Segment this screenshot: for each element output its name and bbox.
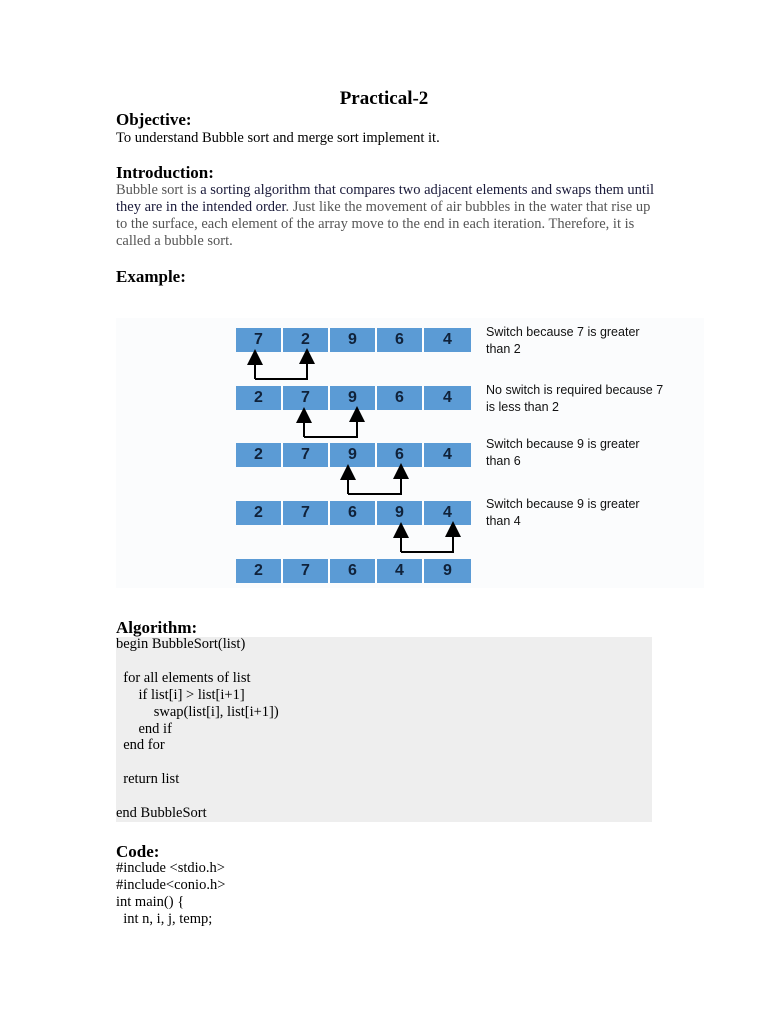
algorithm-line: return list: [116, 771, 180, 787]
code-line: #include<conio.h>: [116, 877, 226, 893]
array-cell: 2: [236, 559, 283, 583]
step-note-2: No switch is required because 7 is less than 2: [486, 383, 664, 414]
code-heading: Code:: [116, 842, 160, 861]
array-cell: 7: [283, 559, 330, 583]
algorithm-line: if list[i] > list[i+1]: [124, 687, 245, 703]
algorithm-line: end BubbleSort: [116, 805, 207, 821]
array-cell: 9: [330, 443, 377, 467]
intro-part-1: Bubble sort is: [116, 182, 201, 198]
array-cell: 4: [424, 501, 471, 525]
array-cell: 7: [283, 386, 330, 410]
array-cell: 4: [424, 443, 471, 467]
intro-part-2: a sorting algorithm that compares two adjacent elements and swaps them until they are in the intended order: [116, 182, 654, 215]
array-cell: 4: [377, 559, 424, 583]
array-cell: 2: [236, 443, 283, 467]
code-line: #include <stdio.h>: [116, 860, 225, 876]
objective-text: To understand Bubble sort and merge sort implement it.: [116, 130, 440, 146]
array-cell: 9: [377, 501, 424, 525]
array-cell: 6: [377, 328, 424, 352]
array-cell: 7: [236, 328, 283, 352]
algorithm-line: swap(list[i], list[i+1]): [132, 704, 279, 720]
introduction-heading: Introduction:: [116, 163, 214, 182]
array-cell: 9: [330, 386, 377, 410]
algorithm-line: end if: [124, 721, 172, 737]
swap-arrow-icon: [401, 529, 453, 552]
array-cell: 6: [377, 443, 424, 467]
code-line: int n, i, j, temp;: [116, 911, 213, 927]
step-note-4: Switch because 9 is greater than 4: [486, 497, 640, 528]
swap-arrow-icon: [348, 471, 401, 494]
step-note-3: Switch because 9 is greater than 6: [486, 437, 640, 468]
array-cell: 9: [330, 328, 377, 352]
array-cell: 7: [283, 501, 330, 525]
compare-arrow-icon: [304, 414, 357, 437]
array-cell: 6: [330, 559, 377, 583]
objective-heading: Objective:: [116, 110, 192, 129]
algorithm-line: for all elements of list: [116, 670, 251, 686]
algorithm-heading: Algorithm:: [116, 618, 198, 637]
array-cell: 2: [236, 501, 283, 525]
array-cell: 2: [236, 386, 283, 410]
algorithm-block: [116, 637, 652, 822]
step-note-1: Switch because 7 is greater than 2: [486, 325, 640, 356]
example-heading: Example:: [116, 267, 186, 286]
page-title: Practical-2: [339, 88, 429, 109]
array-cell: 6: [330, 501, 377, 525]
swap-arrow-icon: [255, 356, 307, 379]
code-line: int main() {: [116, 894, 185, 910]
array-cell: 9: [424, 559, 471, 583]
algorithm-line: end for: [116, 737, 165, 753]
array-cell: 2: [283, 328, 330, 352]
array-cell: 4: [424, 328, 471, 352]
array-cell: 4: [424, 386, 471, 410]
intro-part-3: . Just like the movement of air bubbles in the water that rise up to the surface, each element of the array move to the end in each iteration. Therefore, it is called a bubble sort.: [116, 199, 651, 249]
array-cell: 7: [283, 443, 330, 467]
algorithm-line: begin BubbleSort(list): [116, 636, 246, 652]
array-cell: 6: [377, 386, 424, 410]
